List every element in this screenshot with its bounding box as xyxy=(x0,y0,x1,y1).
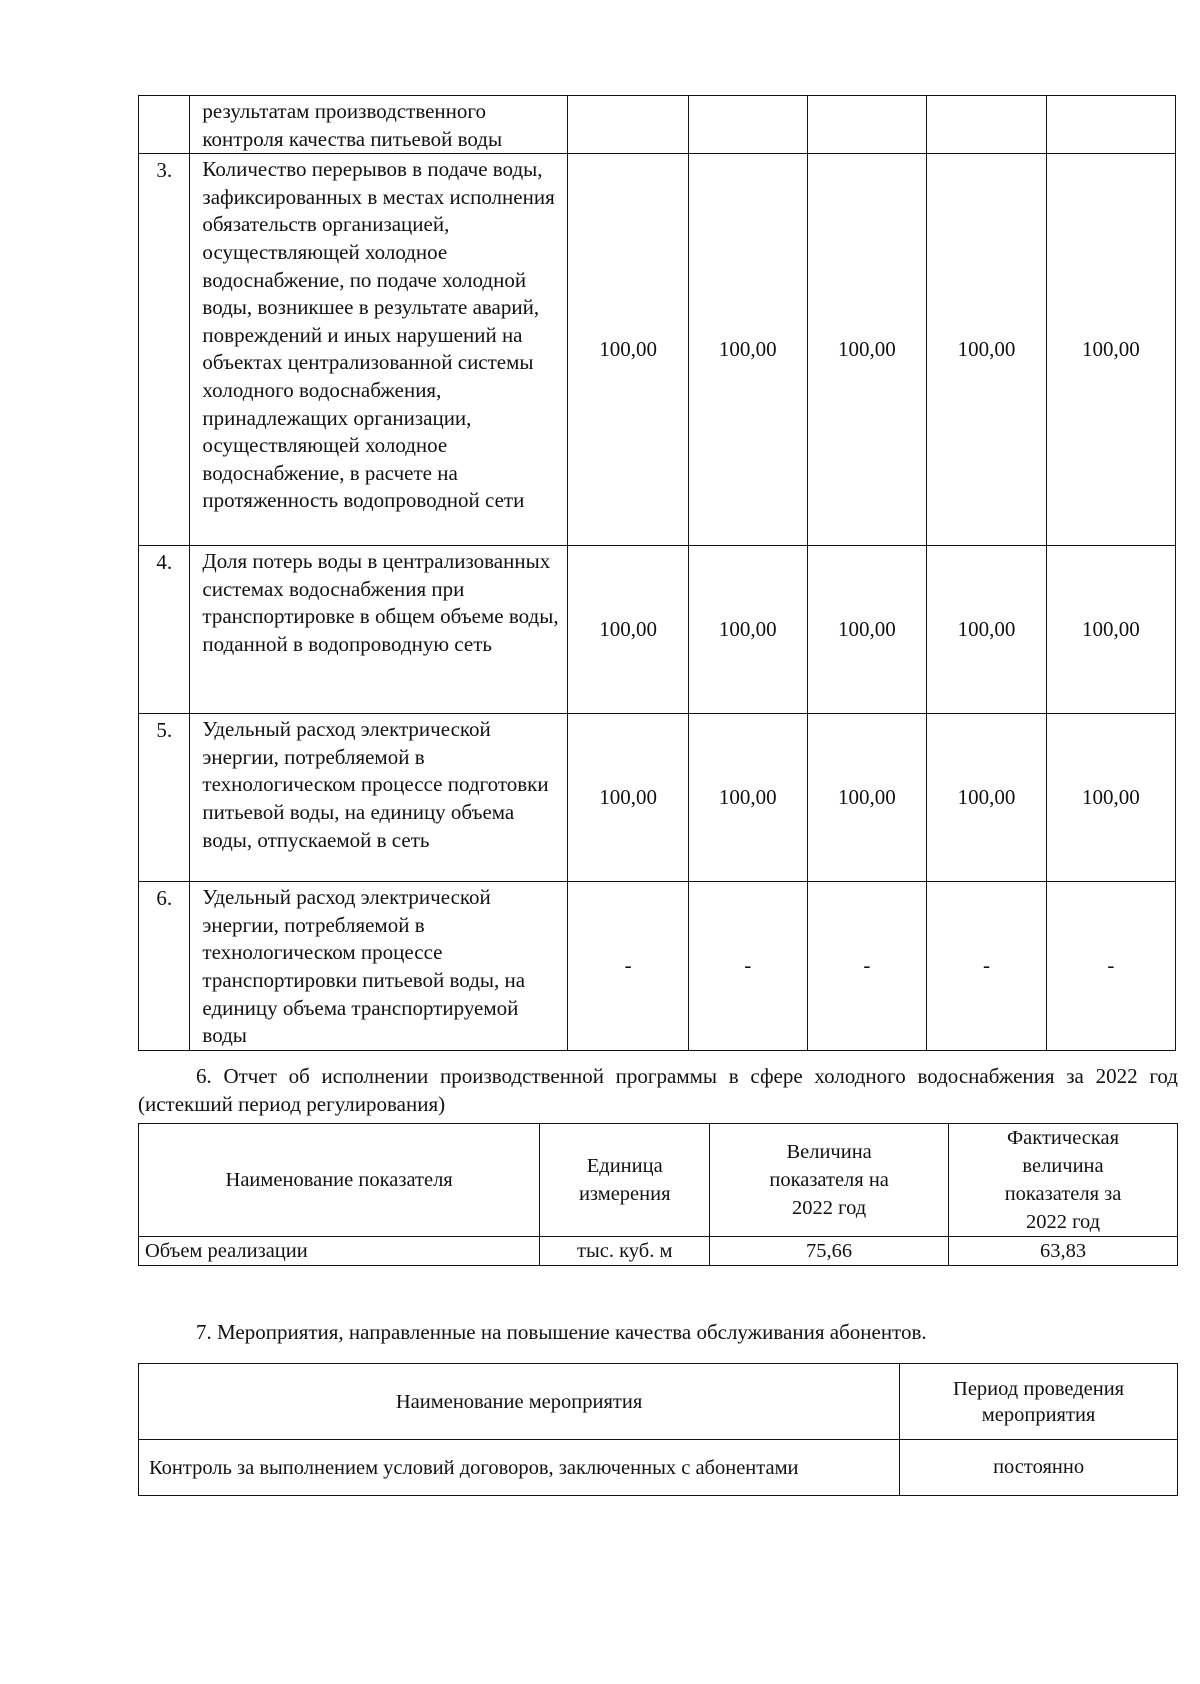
row-number: 4. xyxy=(139,546,190,714)
indicator-value: 100,00 xyxy=(1046,546,1175,714)
measure-name: Контроль за выполнением условий договоров, заключенных с абонентами xyxy=(139,1440,900,1496)
indicator-value: - xyxy=(927,882,1047,1051)
indicator-value: 100,00 xyxy=(927,154,1047,546)
indicator-name: результатам производственного контроля качества питьевой воды xyxy=(190,96,568,154)
indicators-table xyxy=(138,95,1176,1051)
indicator-name: Удельный расход электрической энергии, потребляемой в технологическом процессе транспортировки питьевой воды, на единицу объема транспортируемой воды xyxy=(190,882,568,1051)
table-row xyxy=(139,1440,1178,1496)
indicator-name: Количество перерывов в подаче воды, зафиксированных в местах исполнения обязательств организацией, осуществляющей холодное водоснабжение, по подаче холодной воды, возникшее в результате аварий, повреждений и иных нарушений на объектах централизованной системы холодного водоснабжения, принадлежащих организации, осуществляющей холодное водоснабжение, в расчете на протяженность водопроводной сети xyxy=(190,154,568,546)
table-header-row xyxy=(139,1364,1178,1440)
table-row xyxy=(139,96,1176,154)
report-indicator-name: Объем реализации xyxy=(139,1237,540,1266)
header-indicator-name: Наименование показателя xyxy=(139,1124,540,1237)
section-7-heading: 7. Мероприятия, направленные на повышение качества обслуживания абонентов. xyxy=(196,1320,927,1344)
indicator-value xyxy=(1046,96,1175,154)
indicator-value: 100,00 xyxy=(1046,714,1175,882)
row-number xyxy=(139,96,190,154)
report-unit: тыс. куб. м xyxy=(540,1237,710,1266)
table-row xyxy=(139,1237,1178,1266)
indicator-value: 100,00 xyxy=(807,714,927,882)
row-number: 3. xyxy=(139,154,190,546)
section-6-heading: 6. Отчет об исполнении производственной программы в сфере холодного водоснабжения за 2022 год (истекший период регулирования) xyxy=(138,1064,1178,1116)
header-planned: Величина показателя на 2022 год xyxy=(710,1124,949,1237)
indicator-name: Доля потерь воды в централизованных системах водоснабжения при транспортировке в общем объеме воды, поданной в водопроводную сеть xyxy=(190,546,568,714)
table-row xyxy=(139,154,1176,546)
indicator-value: 100,00 xyxy=(927,546,1047,714)
indicator-value xyxy=(568,96,689,154)
indicator-name: Удельный расход электрической энергии, потребляемой в технологическом процессе подготовки питьевой воды, на единицу объема воды, отпускаемой в сеть xyxy=(190,714,568,882)
indicator-value: 100,00 xyxy=(568,714,689,882)
header-actual: Фактическая величина показателя за 2022 год xyxy=(949,1124,1178,1237)
indicator-value: - xyxy=(688,882,807,1051)
table-row xyxy=(139,546,1176,714)
table-header-row xyxy=(139,1124,1178,1237)
header-measure-name: Наименование мероприятия xyxy=(139,1364,900,1440)
measures-table xyxy=(138,1363,1178,1496)
row-number: 5. xyxy=(139,714,190,882)
report-planned-value: 75,66 xyxy=(710,1237,949,1266)
indicator-value: - xyxy=(1046,882,1175,1051)
header-unit: Единица измерения xyxy=(540,1124,710,1237)
indicator-value: 100,00 xyxy=(1046,154,1175,546)
indicator-value: 100,00 xyxy=(807,154,927,546)
indicator-value: 100,00 xyxy=(688,546,807,714)
indicator-value xyxy=(807,96,927,154)
indicator-value: 100,00 xyxy=(568,154,689,546)
indicator-value: 100,00 xyxy=(807,546,927,714)
indicator-value: - xyxy=(568,882,689,1051)
table-row xyxy=(139,714,1176,882)
indicator-value: 100,00 xyxy=(688,154,807,546)
report-table xyxy=(138,1123,1178,1266)
indicator-value: - xyxy=(807,882,927,1051)
indicator-value: 100,00 xyxy=(927,714,1047,882)
indicator-value xyxy=(688,96,807,154)
indicator-value xyxy=(927,96,1047,154)
header-measure-period: Период проведения мероприятия xyxy=(900,1364,1178,1440)
table-row xyxy=(139,882,1176,1051)
measure-period: постоянно xyxy=(900,1440,1178,1496)
indicator-value: 100,00 xyxy=(568,546,689,714)
report-actual-value: 63,83 xyxy=(949,1237,1178,1266)
row-number: 6. xyxy=(139,882,190,1051)
indicator-value: 100,00 xyxy=(688,714,807,882)
